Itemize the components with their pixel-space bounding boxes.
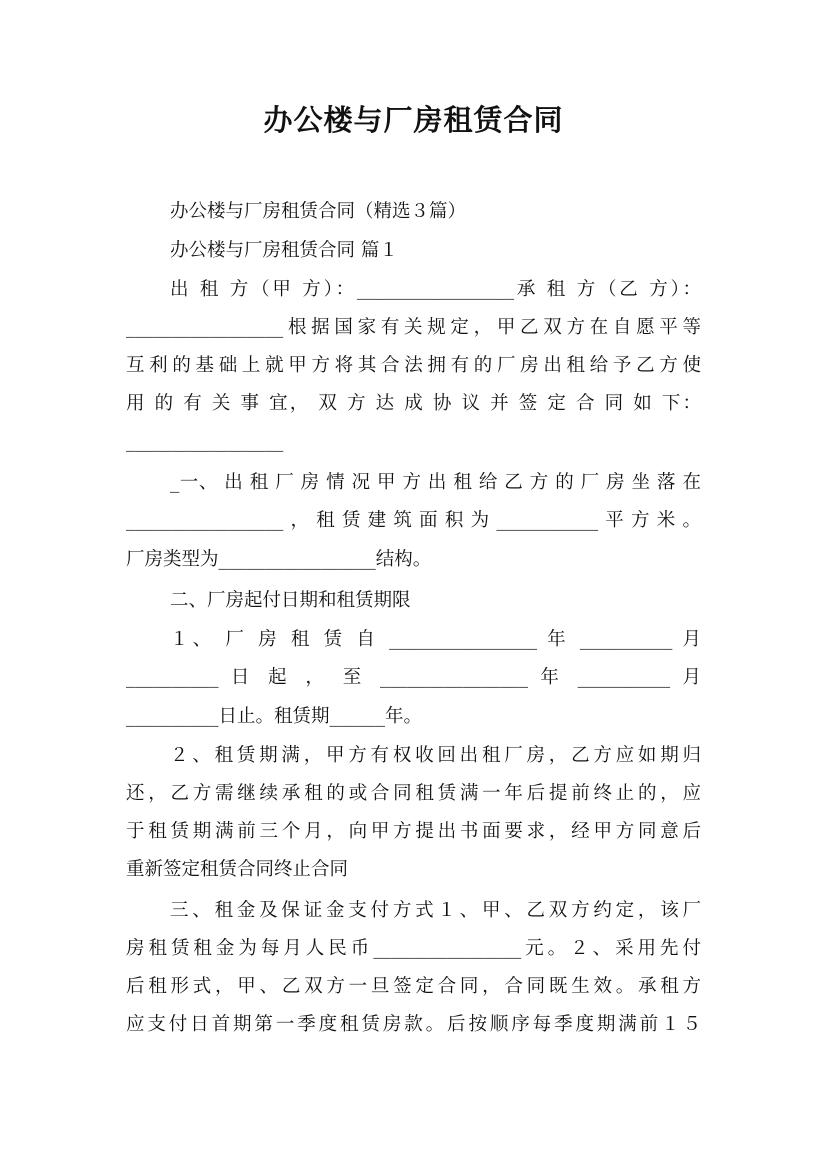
paragraph-line: __________日止。租赁期______年。 <box>126 706 423 727</box>
paragraph-line: 互利的基础上就甲方将其合法拥有的厂房出租给予乙方使 <box>126 355 701 376</box>
paragraph-line: 出 租 方（甲 方）：_________________承 租 方（乙 方）： <box>170 279 701 300</box>
section-heading: 二、厂房起付日期和租赁期限 <box>170 590 411 611</box>
paragraph-line: 三、租金及保证金支付方式１、甲、乙双方约定，该厂 <box>170 900 701 921</box>
paragraph-line: 厂房类型为_________________结构。 <box>126 549 432 570</box>
paragraph-line: 重新签定租赁合同终止合同 <box>126 859 349 880</box>
paragraph-line: 用 的 有 关 事 宜， 双 方 达 成 协 议 并 签 定 合 同 如 下： <box>126 393 701 414</box>
paragraph-line: _一、 出 租 厂 房 情 况 甲 方 出 租 给 乙 方 的 厂 房 坐 落 在 <box>170 472 701 493</box>
paragraph-line: 应支付日首期第一季度租赁房款。后按顺序每季度期满前１５ <box>126 1014 701 1035</box>
paragraph-line: _________________根据国家有关规定，甲乙双方在自愿平等 <box>126 317 701 338</box>
paragraph-line: _________________，租赁建筑面积为___________平方米。 <box>126 510 701 531</box>
paragraph-line: ２、租赁期满，甲方有权收回出租厂房，乙方应如期归 <box>170 745 701 766</box>
paragraph-line: １、 厂 房 租 赁 自 ________________ 年 __________ 月 <box>170 629 701 650</box>
document-title: 办公楼与厂房租赁合同 <box>263 103 564 137</box>
paragraph-line: 房租赁租金为每月人民币________________元。２、采用先付 <box>126 938 701 959</box>
paragraph-line: 后租形式，甲、乙双方一旦签定合同，合同既生效。承租方 <box>126 976 701 997</box>
paragraph-line: _________________ <box>126 431 284 452</box>
paragraph-line: 于租赁期满前三个月，向甲方提出书面要求，经甲方同意后 <box>126 821 701 842</box>
paragraph-line: 还，乙方需继续承租的或合同租赁满一年后提前终止的，应 <box>126 783 701 804</box>
subtitle-line: 办公楼与厂房租赁合同（精选３篇） <box>170 201 467 222</box>
section-heading: 办公楼与厂房租赁合同 篇１ <box>170 240 398 261</box>
paragraph-line: __________ 日 起 ， 至 ________________ 年 __________ 月 <box>126 667 701 688</box>
